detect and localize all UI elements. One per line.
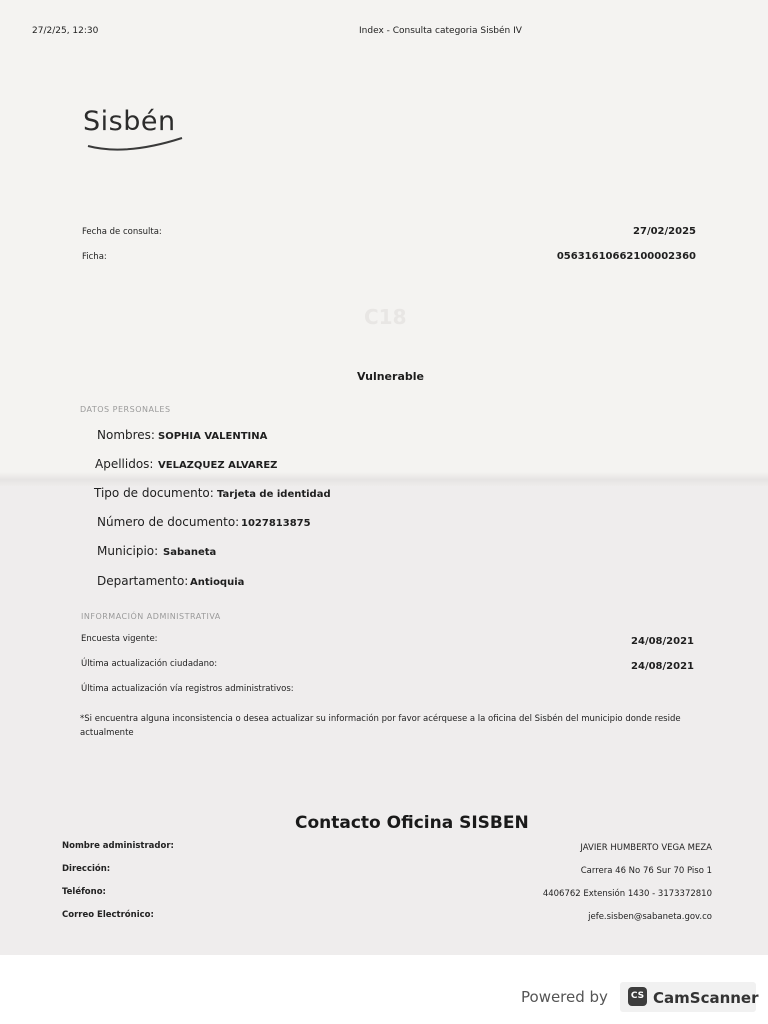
contact-value-admin: JAVIER HUMBERTO VEGA MEZA [580,843,712,853]
ficha-label: Ficha: [82,252,107,262]
contact-label-admin: Nombre administrador: [62,841,174,851]
field-label: Apellidos: [95,457,154,471]
admin-value-encuesta: 24/08/2021 [631,636,694,647]
paper-fold [0,472,768,486]
fecha-value: 27/02/2025 [633,226,696,237]
camscanner-logo-icon: CS [628,987,647,1006]
print-timestamp: 27/2/25, 12:30 [32,26,99,36]
contact-label-correo: Correo Electrónico: [62,910,154,920]
logo-swoosh-icon [86,134,186,154]
field-label: Municipio: [97,544,159,558]
field-value: SOPHIA VALENTINA [158,431,268,442]
contact-value-correo: jefe.sisben@sabaneta.gov.co [588,912,712,922]
print-doc-title: Index - Consulta categoria Sisbén IV [359,26,522,36]
logo-text: Sisbén [83,106,176,137]
admin-label-registros: Última actualización vía registros administrativos: [81,684,294,694]
field-label: Departamento: [97,574,189,588]
powered-by-text: Powered by [521,988,608,1006]
field-value: Sabaneta [163,547,217,558]
category-faded: C18 [364,305,407,329]
camscanner-brand: CamScanner [653,989,759,1007]
contact-label-telefono: Teléfono: [62,887,106,897]
contact-value-telefono: 4406762 Extensión 1430 - 3173372810 [542,889,712,899]
ficha-value: 05631610662100002360 [556,251,696,262]
field-label: Tipo de documento: [94,486,214,500]
contact-title: Contacto Oficina SISBEN [295,813,529,833]
classification: Vulnerable [357,370,424,383]
contact-value-direccion: Carrera 46 No 76 Sur 70 Piso 1 [580,866,712,876]
section-info-admin: INFORMACIÓN ADMINISTRATIVA [81,612,221,621]
field-value: Tarjeta de identidad [217,489,331,500]
admin-value-ciudadano: 24/08/2021 [631,661,694,672]
field-value: 1027813875 [241,518,311,529]
field-value: Antioquia [190,577,245,588]
section-datos-personales: DATOS PERSONALES [80,405,171,414]
info-note: *Si encuentra alguna inconsistencia o desea actualizar su información por favor acérquese a la oficina del Sisbén del municipio donde reside actualmente [80,714,681,738]
admin-label-encuesta: Encuesta vigente: [81,634,158,644]
field-label: Nombres: [97,428,155,442]
contact-label-direccion: Dirección: [62,864,111,874]
field-label: Número de documento: [97,515,240,529]
field-value: VELAZQUEZ ALVAREZ [158,460,278,471]
fecha-label: Fecha de consulta: [82,227,162,237]
admin-label-ciudadano: Última actualización ciudadano: [81,659,218,669]
